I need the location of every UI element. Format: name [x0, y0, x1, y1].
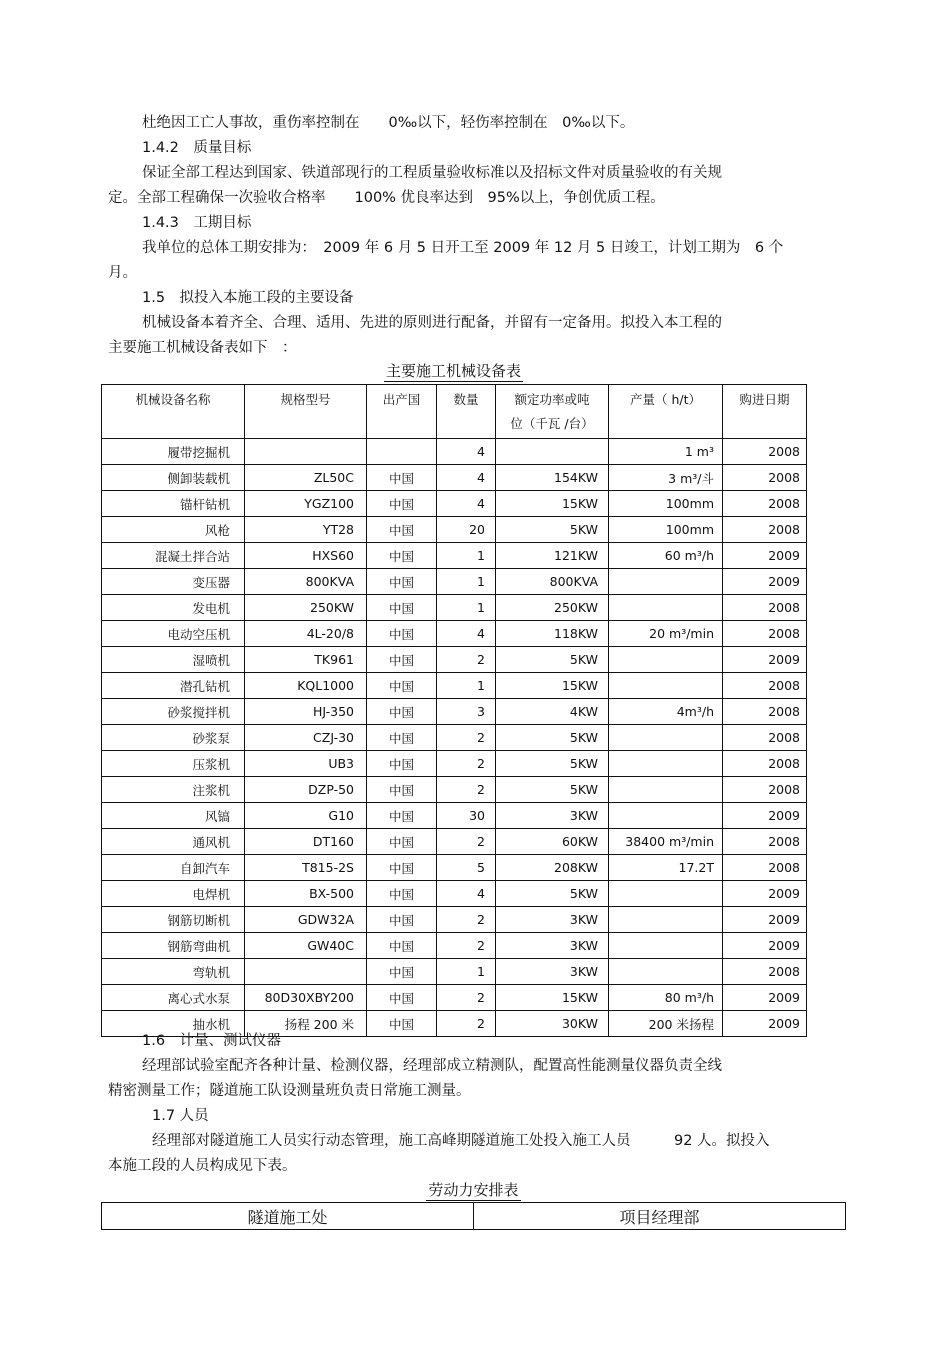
- cell-name: 风枪: [102, 517, 245, 543]
- cell-output: 60 m³/h: [609, 543, 723, 569]
- cell-origin: 中国: [367, 543, 437, 569]
- table-row: [102, 673, 807, 699]
- cell-qty: 2: [437, 777, 496, 803]
- cell-year: 2008: [723, 855, 807, 881]
- cell-spec: G10: [245, 803, 367, 829]
- cell-spec: KQL1000: [245, 673, 367, 699]
- quality-goal-heading: 1.4.2 质量目标: [142, 140, 252, 156]
- cell-qty: 4: [437, 465, 496, 491]
- table-row: [102, 803, 807, 829]
- table-row: [102, 517, 807, 543]
- cell-origin: 中国: [367, 829, 437, 855]
- cell-power: 118KW: [496, 621, 609, 647]
- cell-spec: 800KVA: [245, 569, 367, 595]
- cell-output: 100mm: [609, 491, 723, 517]
- cell-origin: 中国: [367, 985, 437, 1011]
- table-row: [102, 777, 807, 803]
- cell-year: 2008: [723, 699, 807, 725]
- cell-year: 2008: [723, 465, 807, 491]
- header-name: 机械设备名称: [102, 385, 245, 439]
- cell-output: 1 m³: [609, 439, 723, 465]
- table-row: [102, 829, 807, 855]
- cell-origin: 中国: [367, 465, 437, 491]
- cell-spec: YT28: [245, 517, 367, 543]
- equipment-table-caption: [101, 361, 806, 381]
- cell-spec: [245, 959, 367, 985]
- table-row: [102, 595, 807, 621]
- cell-qty: 2: [437, 647, 496, 673]
- cell-year: 2009: [723, 803, 807, 829]
- cell-output: 200 米扬程: [609, 1011, 723, 1037]
- table-row: [102, 621, 807, 647]
- table-row: [102, 569, 807, 595]
- cell-output: [609, 673, 723, 699]
- header-power: [496, 385, 609, 439]
- schedule-goal-text-1: 我单位的总体工期安排为： 2009 年 6 月 5 日开工至 2009 年 12 月 5 日竣工，计划工期为 6 个: [142, 240, 784, 256]
- cell-origin: 中国: [367, 751, 437, 777]
- cell-spec: 80D30XBY200: [245, 985, 367, 1011]
- cell-output: 4m³/h: [609, 699, 723, 725]
- cell-qty: 2: [437, 1011, 496, 1037]
- header-power-line2: 位（千瓦 /台）: [510, 416, 594, 431]
- table-row: [102, 439, 807, 465]
- cell-power: 800KVA: [496, 569, 609, 595]
- cell-year: 2009: [723, 881, 807, 907]
- schedule-goal-heading: 1.4.3 工期目标: [142, 215, 252, 231]
- cell-origin: 中国: [367, 595, 437, 621]
- cell-name: 压浆机: [102, 751, 245, 777]
- cell-name: 锚杆钻机: [102, 491, 245, 517]
- cell-name: 离心式水泵: [102, 985, 245, 1011]
- cell-output: [609, 569, 723, 595]
- header-power-line1: 额定功率或吨: [514, 392, 590, 407]
- cell-name: 注浆机: [102, 777, 245, 803]
- cell-power: 3KW: [496, 933, 609, 959]
- cell-output: 80 m³/h: [609, 985, 723, 1011]
- table-row: [102, 725, 807, 751]
- cell-spec: TK961: [245, 647, 367, 673]
- cell-power: 250KW: [496, 595, 609, 621]
- cell-year: 2009: [723, 907, 807, 933]
- cell-power: 208KW: [496, 855, 609, 881]
- cell-spec: BX-500: [245, 881, 367, 907]
- quality-goal-text-1: 保证全部工程达到国家、铁道部现行的工程质量验收标准以及招标文件对质量验收的有关规: [142, 165, 722, 181]
- cell-name: 钢筋弯曲机: [102, 933, 245, 959]
- header-output: 产量（ h/t）: [609, 385, 723, 439]
- cell-year: 2008: [723, 725, 807, 751]
- cell-year: 2009: [723, 1011, 807, 1037]
- cell-power: 3KW: [496, 959, 609, 985]
- cell-power: 5KW: [496, 777, 609, 803]
- equipment-table-header: [102, 385, 807, 439]
- cell-year: 2008: [723, 829, 807, 855]
- cell-output: [609, 959, 723, 985]
- header-origin: 出产国: [367, 385, 437, 439]
- cell-name: 钢筋切断机: [102, 907, 245, 933]
- cell-spec: 扬程 200 米: [245, 1011, 367, 1037]
- cell-output: [609, 595, 723, 621]
- cell-origin: 中国: [367, 699, 437, 725]
- cell-qty: 2: [437, 751, 496, 777]
- cell-name: 变压器: [102, 569, 245, 595]
- cell-year: 2008: [723, 673, 807, 699]
- table-row: [102, 855, 807, 881]
- cell-spec: ZL50C: [245, 465, 367, 491]
- cell-output: 38400 m³/min: [609, 829, 723, 855]
- equipment-table: [101, 384, 807, 1037]
- cell-name: 电动空压机: [102, 621, 245, 647]
- table-row: [102, 881, 807, 907]
- cell-name: 弯轨机: [102, 959, 245, 985]
- schedule-goal-text-2: 月。: [108, 265, 137, 281]
- cell-spec: [245, 439, 367, 465]
- safety-goal-line: 杜绝因工亡人事故，重伤率控制在 0‰以下，轻伤率控制在 0‰以下。: [142, 115, 635, 131]
- cell-power: 5KW: [496, 517, 609, 543]
- labor-table: [101, 1202, 846, 1230]
- cell-origin: 中国: [367, 725, 437, 751]
- equipment-text-2: 主要施工机械设备表如下 ：: [108, 340, 297, 356]
- labor-header-tunnel: 隧道施工处: [102, 1203, 474, 1230]
- table-row: [102, 985, 807, 1011]
- instruments-text-2: 精密测量工作；隧道施工队设测量班负责日常施工测量。: [108, 1083, 471, 1099]
- cell-spec: T815-2S: [245, 855, 367, 881]
- labor-table-caption-text: 劳动力安排表: [428, 1181, 519, 1199]
- cell-power: 3KW: [496, 803, 609, 829]
- header-qty: 数量: [437, 385, 496, 439]
- cell-year: 2008: [723, 959, 807, 985]
- cell-qty: 3: [437, 699, 496, 725]
- cell-spec: HJ-350: [245, 699, 367, 725]
- cell-year: 2009: [723, 543, 807, 569]
- cell-power: 15KW: [496, 673, 609, 699]
- cell-name: 砂浆泵: [102, 725, 245, 751]
- cell-qty: 4: [437, 439, 496, 465]
- personnel-heading: 1.7 人员: [152, 1108, 209, 1124]
- cell-output: [609, 725, 723, 751]
- table-row: [102, 751, 807, 777]
- cell-origin: 中国: [367, 517, 437, 543]
- cell-power: 15KW: [496, 985, 609, 1011]
- cell-year: 2008: [723, 517, 807, 543]
- cell-origin: 中国: [367, 933, 437, 959]
- cell-name: 风镐: [102, 803, 245, 829]
- cell-power: 5KW: [496, 647, 609, 673]
- cell-power: 5KW: [496, 881, 609, 907]
- cell-qty: 20: [437, 517, 496, 543]
- instruments-heading: 1.6 计量、测试仪器: [142, 1033, 282, 1049]
- cell-name: 砂浆搅拌机: [102, 699, 245, 725]
- cell-year: 2009: [723, 933, 807, 959]
- cell-name: 抽水机: [102, 1011, 245, 1037]
- cell-spec: UB3: [245, 751, 367, 777]
- table-row: [102, 465, 807, 491]
- cell-year: 2009: [723, 985, 807, 1011]
- table-row: [102, 647, 807, 673]
- cell-origin: 中国: [367, 491, 437, 517]
- labor-table-header: [102, 1203, 846, 1230]
- cell-output: [609, 647, 723, 673]
- cell-origin: 中国: [367, 803, 437, 829]
- table-row: [102, 959, 807, 985]
- header-spec: 规格型号: [245, 385, 367, 439]
- cell-name: 发电机: [102, 595, 245, 621]
- cell-year: 2008: [723, 595, 807, 621]
- cell-name: 电焊机: [102, 881, 245, 907]
- cell-qty: 30: [437, 803, 496, 829]
- cell-spec: YGZ100: [245, 491, 367, 517]
- cell-spec: GDW32A: [245, 907, 367, 933]
- personnel-text-2: 本施工段的人员构成见下表。: [108, 1158, 297, 1174]
- cell-spec: HXS60: [245, 543, 367, 569]
- cell-output: [609, 881, 723, 907]
- labor-header-pm: 项目经理部: [474, 1203, 846, 1230]
- cell-name: 混凝土拌合站: [102, 543, 245, 569]
- cell-name: 履带挖掘机: [102, 439, 245, 465]
- equipment-text-1: 机械设备本着齐全、合理、适用、先进的原则进行配备，并留有一定备用。拟投入本工程的: [142, 315, 722, 331]
- equipment-heading: 1.5 拟投入本施工段的主要设备: [142, 290, 354, 306]
- cell-power: 5KW: [496, 725, 609, 751]
- cell-power: 4KW: [496, 699, 609, 725]
- cell-origin: 中国: [367, 647, 437, 673]
- cell-qty: 1: [437, 543, 496, 569]
- cell-output: [609, 777, 723, 803]
- cell-qty: 2: [437, 985, 496, 1011]
- equipment-table-body: [102, 439, 807, 1037]
- cell-name: 潜孔钻机: [102, 673, 245, 699]
- cell-spec: 4L-20/8: [245, 621, 367, 647]
- cell-output: [609, 907, 723, 933]
- cell-name: 通风机: [102, 829, 245, 855]
- cell-qty: 2: [437, 907, 496, 933]
- cell-origin: 中国: [367, 673, 437, 699]
- cell-qty: 4: [437, 881, 496, 907]
- cell-spec: 250KW: [245, 595, 367, 621]
- equipment-table-caption-text: 主要施工机械设备表: [385, 362, 521, 380]
- cell-origin: [367, 439, 437, 465]
- cell-qty: 2: [437, 933, 496, 959]
- cell-power: 30KW: [496, 1011, 609, 1037]
- cell-power: 3KW: [496, 907, 609, 933]
- cell-origin: 中国: [367, 907, 437, 933]
- cell-origin: 中国: [367, 959, 437, 985]
- cell-qty: 1: [437, 673, 496, 699]
- cell-origin: 中国: [367, 569, 437, 595]
- cell-power: 154KW: [496, 465, 609, 491]
- instruments-text-1: 经理部试验室配齐各种计量、检测仪器，经理部成立精测队，配置高性能测量仪器负责全线: [142, 1058, 722, 1074]
- cell-output: [609, 751, 723, 777]
- cell-year: 2009: [723, 569, 807, 595]
- cell-year: 2009: [723, 647, 807, 673]
- cell-qty: 1: [437, 569, 496, 595]
- cell-year: 2008: [723, 621, 807, 647]
- cell-year: 2008: [723, 491, 807, 517]
- cell-qty: 2: [437, 725, 496, 751]
- labor-table-caption: [101, 1180, 846, 1200]
- cell-power: 15KW: [496, 491, 609, 517]
- cell-qty: 4: [437, 621, 496, 647]
- cell-name: 湿喷机: [102, 647, 245, 673]
- cell-year: 2008: [723, 751, 807, 777]
- cell-origin: 中国: [367, 777, 437, 803]
- cell-origin: 中国: [367, 621, 437, 647]
- cell-qty: 1: [437, 595, 496, 621]
- cell-power: 5KW: [496, 751, 609, 777]
- cell-output: 17.2T: [609, 855, 723, 881]
- cell-year: 2008: [723, 777, 807, 803]
- cell-origin: 中国: [367, 881, 437, 907]
- cell-output: [609, 933, 723, 959]
- cell-origin: 中国: [367, 1011, 437, 1037]
- quality-goal-text-2: 定。全部工程确保一次验收合格率 100% 优良率达到 95%以上，争创优质工程。: [108, 190, 665, 206]
- cell-qty: 4: [437, 491, 496, 517]
- cell-power: [496, 439, 609, 465]
- personnel-text-1: 经理部对隧道施工人员实行动态管理，施工高峰期隧道施工处投入施工人员 92 人。拟投入: [152, 1133, 770, 1149]
- cell-power: 60KW: [496, 829, 609, 855]
- cell-output: 3 m³/斗: [609, 465, 723, 491]
- cell-spec: DZP-50: [245, 777, 367, 803]
- cell-spec: CZJ-30: [245, 725, 367, 751]
- table-row: [102, 907, 807, 933]
- table-row: [102, 933, 807, 959]
- header-year: 购进日期: [723, 385, 807, 439]
- cell-spec: GW40C: [245, 933, 367, 959]
- cell-origin: 中国: [367, 855, 437, 881]
- cell-spec: DT160: [245, 829, 367, 855]
- cell-qty: 5: [437, 855, 496, 881]
- cell-qty: 1: [437, 959, 496, 985]
- table-row: [102, 543, 807, 569]
- cell-year: 2008: [723, 439, 807, 465]
- cell-output: 100mm: [609, 517, 723, 543]
- table-row: [102, 699, 807, 725]
- table-row: [102, 491, 807, 517]
- cell-name: 自卸汽车: [102, 855, 245, 881]
- cell-qty: 2: [437, 829, 496, 855]
- cell-output: 20 m³/min: [609, 621, 723, 647]
- cell-output: [609, 803, 723, 829]
- cell-power: 121KW: [496, 543, 609, 569]
- cell-name: 侧卸装载机: [102, 465, 245, 491]
